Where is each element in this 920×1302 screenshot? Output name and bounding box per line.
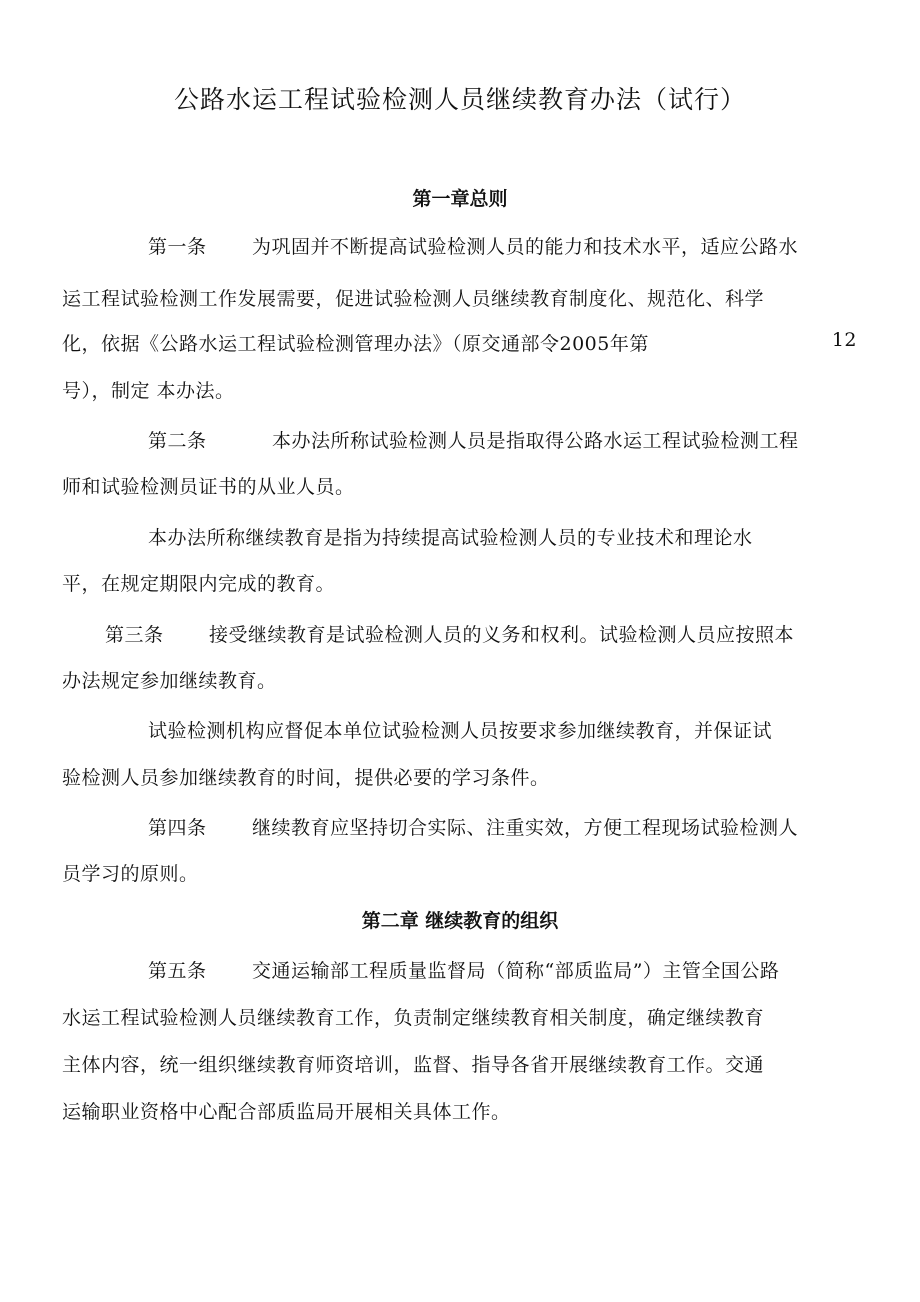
article-3-label: 第三条 [105,624,164,646]
article-5-text-1: 交通运输部工程质量监督局（简称“部质监局”）主管全国公路 [252,960,780,982]
chapter-2-heading: 第二章 继续教育的组织 [361,910,559,932]
article-1-text-3a: 化，依据《公路水运工程试验检测管理办法》（原交通部令2005年第 [62,333,649,355]
article-1-label: 第一条 [148,236,207,258]
article-2-text-1: 本办法所称试验检测人员是指取得公路水运工程试验检测工程 [272,430,799,452]
article-5-line-2: 水运工程试验检测人员继续教育工作，负责制定继续教育相关制度，确定继续教育 [62,1007,765,1029]
article-4-label: 第四条 [148,817,207,839]
article-5-line-1 [148,956,779,983]
article-1-line-4: 号），制定 本办法。 [62,380,235,402]
article-3-para-2-line-1: 试验检测机构应督促本单位试验检测人员按要求参加继续教育，并保证试 [148,720,773,742]
article-2-line-2: 师和试验检测员证书的从业人员。 [62,476,355,498]
article-5-line-4: 运输职业资格中心配合部质监局开展相关具体工作。 [62,1101,511,1123]
article-2-label: 第二条 [148,430,207,452]
article-4-line-2: 员学习的原则。 [62,863,199,885]
article-3-para-2-line-2: 验检测人员参加继续教育的时间，提供必要的学习条件。 [62,767,550,789]
article-5-label: 第五条 [148,960,207,982]
article-5-line-3: 主体内容，统一组织继续教育师资培训，监督、指导各省开展继续教育工作。交通 [62,1054,765,1076]
article-1-line-3 [62,329,857,356]
article-2-line-1 [148,426,799,453]
article-2-para-2-line-2: 平，在规定期限内完成的教育。 [62,573,336,595]
article-3-text-1: 接受继续教育是试验检测人员的义务和权利。试验检测人员应按照本 [209,624,795,646]
chapter-1-heading: 第一章总则 [412,188,508,210]
document-title: 公路水运工程试验检测人员继续教育办法（试行） [173,85,746,114]
article-1-text-3b: 12 [831,329,857,351]
article-3-line-1 [105,620,794,647]
article-4-text-1: 继续教育应坚持切合实际、注重实效，方便工程现场试验检测人 [252,817,799,839]
article-1-text-1: 为巩固并不断提高试验检测人员的能力和技术水平，适应公路水 [252,236,799,258]
article-3-line-2: 办法规定参加继续教育。 [62,670,277,692]
article-1-line-2: 运工程试验检测工作发展需要，促进试验检测人员继续教育制度化、规范化、科学 [62,288,765,310]
article-1-line-1 [148,232,798,259]
article-4-line-1 [148,813,798,840]
article-2-para-2-line-1: 本办法所称继续教育是指为持续提高试验检测人员的专业技术和理论水 [148,527,753,549]
